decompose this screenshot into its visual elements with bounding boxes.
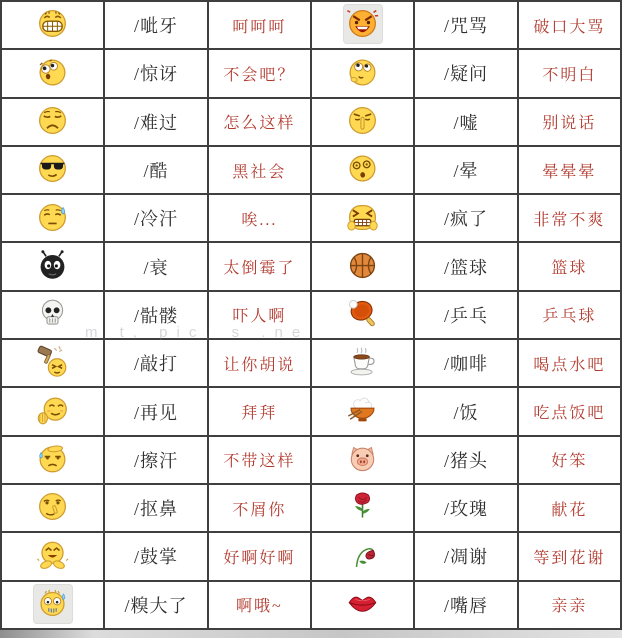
- shortcut-code-cell: [104, 436, 207, 484]
- cool-sunglasses-face-icon: [34, 150, 72, 188]
- meaning-cell: [208, 242, 311, 290]
- rice-bowl-icon: [344, 391, 382, 429]
- meaning-cell: [208, 49, 311, 97]
- meaning-cell: [208, 1, 311, 49]
- cold-sweat-face-icon: [34, 198, 72, 236]
- wave-goodbye-face-icon: [34, 391, 72, 429]
- meaning-text: 啊哦~: [235, 598, 283, 616]
- cursing-face-icon: [344, 5, 382, 43]
- shortcut-code-cell: [104, 339, 207, 387]
- meaning-cell: [208, 581, 311, 629]
- meaning-cell: [518, 532, 621, 580]
- rose-icon: [344, 488, 382, 526]
- shortcut-code-cell: [414, 532, 517, 580]
- emoji-cell: [311, 436, 414, 484]
- emoji-cell: [1, 194, 104, 242]
- shortcut-code-cell: [104, 146, 207, 194]
- emoji-cell: [1, 387, 104, 435]
- meaning-cell: [518, 581, 621, 629]
- meaning-text: 让你胡说: [223, 356, 296, 374]
- shortcut-code-cell: [104, 581, 207, 629]
- meaning-text: 好笨: [551, 453, 588, 471]
- meaning-text: 怎么这样: [223, 115, 296, 133]
- shortcut-code: /敲打: [133, 354, 178, 375]
- emoji-cell: [311, 339, 414, 387]
- shush-face-icon: [344, 101, 382, 139]
- shortcut-code-cell: [414, 98, 517, 146]
- meaning-text: 晕晕晕: [542, 163, 597, 181]
- emoji-cell: [1, 98, 104, 146]
- shortcut-code: /糗大了: [124, 595, 188, 616]
- shortcut-code: /鼓掌: [133, 547, 178, 568]
- shortcut-code-cell: [414, 242, 517, 290]
- coffee-cup-icon: [344, 343, 382, 381]
- shortcut-code: /晕: [453, 161, 479, 182]
- shortcut-code: /呲牙: [133, 16, 178, 37]
- shortcut-code-cell: [414, 387, 517, 435]
- shortcut-code-cell: [104, 532, 207, 580]
- meaning-cell: [518, 194, 621, 242]
- meaning-cell: [518, 1, 621, 49]
- meaning-text: 不明白: [542, 66, 597, 84]
- surprised-face-icon: [34, 53, 72, 91]
- meaning-cell: [208, 146, 311, 194]
- meaning-text: 破口大骂: [533, 18, 606, 36]
- emoji-cell: [1, 1, 104, 49]
- meaning-text: 拜拜: [241, 405, 278, 423]
- table-row: [1, 339, 621, 387]
- meaning-text: 献花: [551, 501, 588, 519]
- table-row: [1, 291, 621, 339]
- shortcut-code: /乒乓: [443, 305, 488, 326]
- shortcut-code: /咖啡: [443, 354, 488, 375]
- meaning-cell: [518, 242, 621, 290]
- red-lips-icon: [344, 585, 382, 623]
- shortcut-code: /酷: [143, 161, 169, 182]
- emoji-cell: [311, 291, 414, 339]
- shortcut-code: /玫瑰: [443, 499, 488, 520]
- wipe-sweat-face-icon: [34, 440, 72, 478]
- table-row: [1, 146, 621, 194]
- emoji-cell: [311, 194, 414, 242]
- shortcut-code: /擦汗: [133, 450, 178, 471]
- meaning-text: 非常不爽: [533, 211, 606, 229]
- shortcut-code: /再见: [133, 402, 178, 423]
- table-row: [1, 1, 621, 49]
- dizzy-face-icon: [344, 150, 382, 188]
- shortcut-code: /冷汗: [133, 209, 178, 230]
- shortcut-code-cell: [414, 194, 517, 242]
- unlucky-black-creature-icon: [34, 246, 72, 284]
- emoji-cell: [1, 242, 104, 290]
- shortcut-code-cell: [414, 581, 517, 629]
- meaning-cell: [518, 484, 621, 532]
- meaning-text: 唉...: [241, 211, 278, 229]
- meaning-text: 喝点水吧: [533, 356, 606, 374]
- meaning-cell: [208, 194, 311, 242]
- shortcut-code-cell: [104, 291, 207, 339]
- shortcut-code: /疯了: [443, 209, 488, 230]
- table-row: [1, 242, 621, 290]
- ping-pong-paddle-icon: [344, 295, 382, 333]
- emoji-cell: [1, 532, 104, 580]
- clapping-face-icon: [34, 536, 72, 574]
- shortcut-code: /嘴唇: [443, 595, 488, 616]
- emoji-cell: [311, 98, 414, 146]
- table-row: [1, 194, 621, 242]
- meaning-cell: [518, 339, 621, 387]
- emoji-cell: [1, 436, 104, 484]
- meaning-text: 吓人啊: [232, 308, 287, 326]
- sad-face-icon: [34, 101, 72, 139]
- shortcut-code: /篮球: [443, 257, 488, 278]
- emoji-cell: [1, 484, 104, 532]
- emoji-cell: [1, 581, 104, 629]
- meaning-text: 黑社会: [232, 163, 287, 181]
- shortcut-code-cell: [104, 98, 207, 146]
- table-row: [1, 98, 621, 146]
- meaning-text: 等到花谢: [533, 549, 606, 567]
- hammer-hit-face-icon: [34, 343, 72, 381]
- shortcut-code-cell: [414, 484, 517, 532]
- emoji-cell: [1, 339, 104, 387]
- shortcut-code-cell: [104, 387, 207, 435]
- shortcut-code: /嘘: [453, 112, 479, 133]
- shortcut-code: /猪头: [443, 450, 488, 471]
- wilted-rose-icon: [344, 536, 382, 574]
- pig-head-icon: [344, 440, 382, 478]
- meaning-cell: [518, 436, 621, 484]
- shortcut-code-cell: [414, 339, 517, 387]
- question-face-icon: [344, 53, 382, 91]
- crazy-scream-face-icon: [344, 198, 382, 236]
- shortcut-code-cell: [104, 49, 207, 97]
- emoji-cell: [311, 532, 414, 580]
- shortcut-code: /抠鼻: [133, 499, 178, 520]
- bottom-gradient-bar: [0, 630, 622, 638]
- meaning-cell: [208, 291, 311, 339]
- shortcut-code: /骷髅: [133, 305, 178, 326]
- table-row: [1, 532, 621, 580]
- emoji-cell: [1, 291, 104, 339]
- table-row: [1, 484, 621, 532]
- table-row: [1, 49, 621, 97]
- meaning-cell: [518, 387, 621, 435]
- watermark-text: m t, pic, s .ne: [85, 324, 310, 341]
- emoji-cell: [311, 242, 414, 290]
- emoji-cell: [311, 484, 414, 532]
- meaning-cell: [518, 146, 621, 194]
- table-row: [1, 436, 621, 484]
- shortcut-code-cell: [104, 484, 207, 532]
- shortcut-code: /难过: [133, 112, 178, 133]
- meaning-text: 别说话: [542, 115, 597, 133]
- shortcut-code-cell: [414, 291, 517, 339]
- emoji-cell: [1, 49, 104, 97]
- meaning-cell: [518, 291, 621, 339]
- meaning-text: 好啊好啊: [223, 549, 296, 567]
- shortcut-code-cell: [414, 436, 517, 484]
- emoji-cell: [311, 581, 414, 629]
- shortcut-code: /咒骂: [443, 16, 488, 37]
- basketball-icon: [344, 246, 382, 284]
- table-row: [1, 387, 621, 435]
- skull-icon: [34, 295, 72, 333]
- meaning-cell: [208, 339, 311, 387]
- shortcut-code: /衰: [143, 257, 169, 278]
- table-row: [1, 581, 621, 629]
- shortcut-code-cell: [414, 146, 517, 194]
- shortcut-code: /惊讶: [133, 64, 178, 85]
- shortcut-code-cell: [104, 1, 207, 49]
- shortcut-code-cell: [104, 194, 207, 242]
- emoji-cell: [311, 1, 414, 49]
- meaning-cell: [208, 98, 311, 146]
- shortcut-code: /饭: [453, 402, 479, 423]
- meaning-text: 太倒霉了: [223, 260, 296, 278]
- emoji-table-body: [1, 1, 621, 629]
- meaning-text: 乒乓球: [542, 308, 597, 326]
- shortcut-code: /凋谢: [443, 547, 488, 568]
- meaning-cell: [208, 436, 311, 484]
- nose-picking-face-icon: [34, 488, 72, 526]
- meaning-text: 不带这样: [223, 453, 296, 471]
- meaning-text: 不屑你: [232, 501, 287, 519]
- meaning-cell: [208, 484, 311, 532]
- grinning-teeth-face-icon: [34, 5, 72, 43]
- meaning-text: 吃点饭吧: [533, 405, 606, 423]
- meaning-cell: [518, 98, 621, 146]
- emoji-cell: [311, 146, 414, 194]
- meaning-text: 篮球: [551, 260, 588, 278]
- emoji-cell: [311, 49, 414, 97]
- meaning-cell: [518, 49, 621, 97]
- meaning-text: 呵呵呵: [232, 18, 287, 36]
- meaning-text: 不会吧？: [223, 66, 296, 84]
- shortcut-code: /疑问: [443, 64, 488, 85]
- meaning-cell: [208, 532, 311, 580]
- emoji-cell: [311, 387, 414, 435]
- emoji-cell: [1, 146, 104, 194]
- shortcut-code-cell: [104, 242, 207, 290]
- meaning-text: 亲亲: [551, 598, 588, 616]
- shortcut-code-cell: [414, 49, 517, 97]
- shortcut-code-cell: [414, 1, 517, 49]
- meaning-cell: [208, 387, 311, 435]
- embarrassed-face-icon: [34, 585, 72, 623]
